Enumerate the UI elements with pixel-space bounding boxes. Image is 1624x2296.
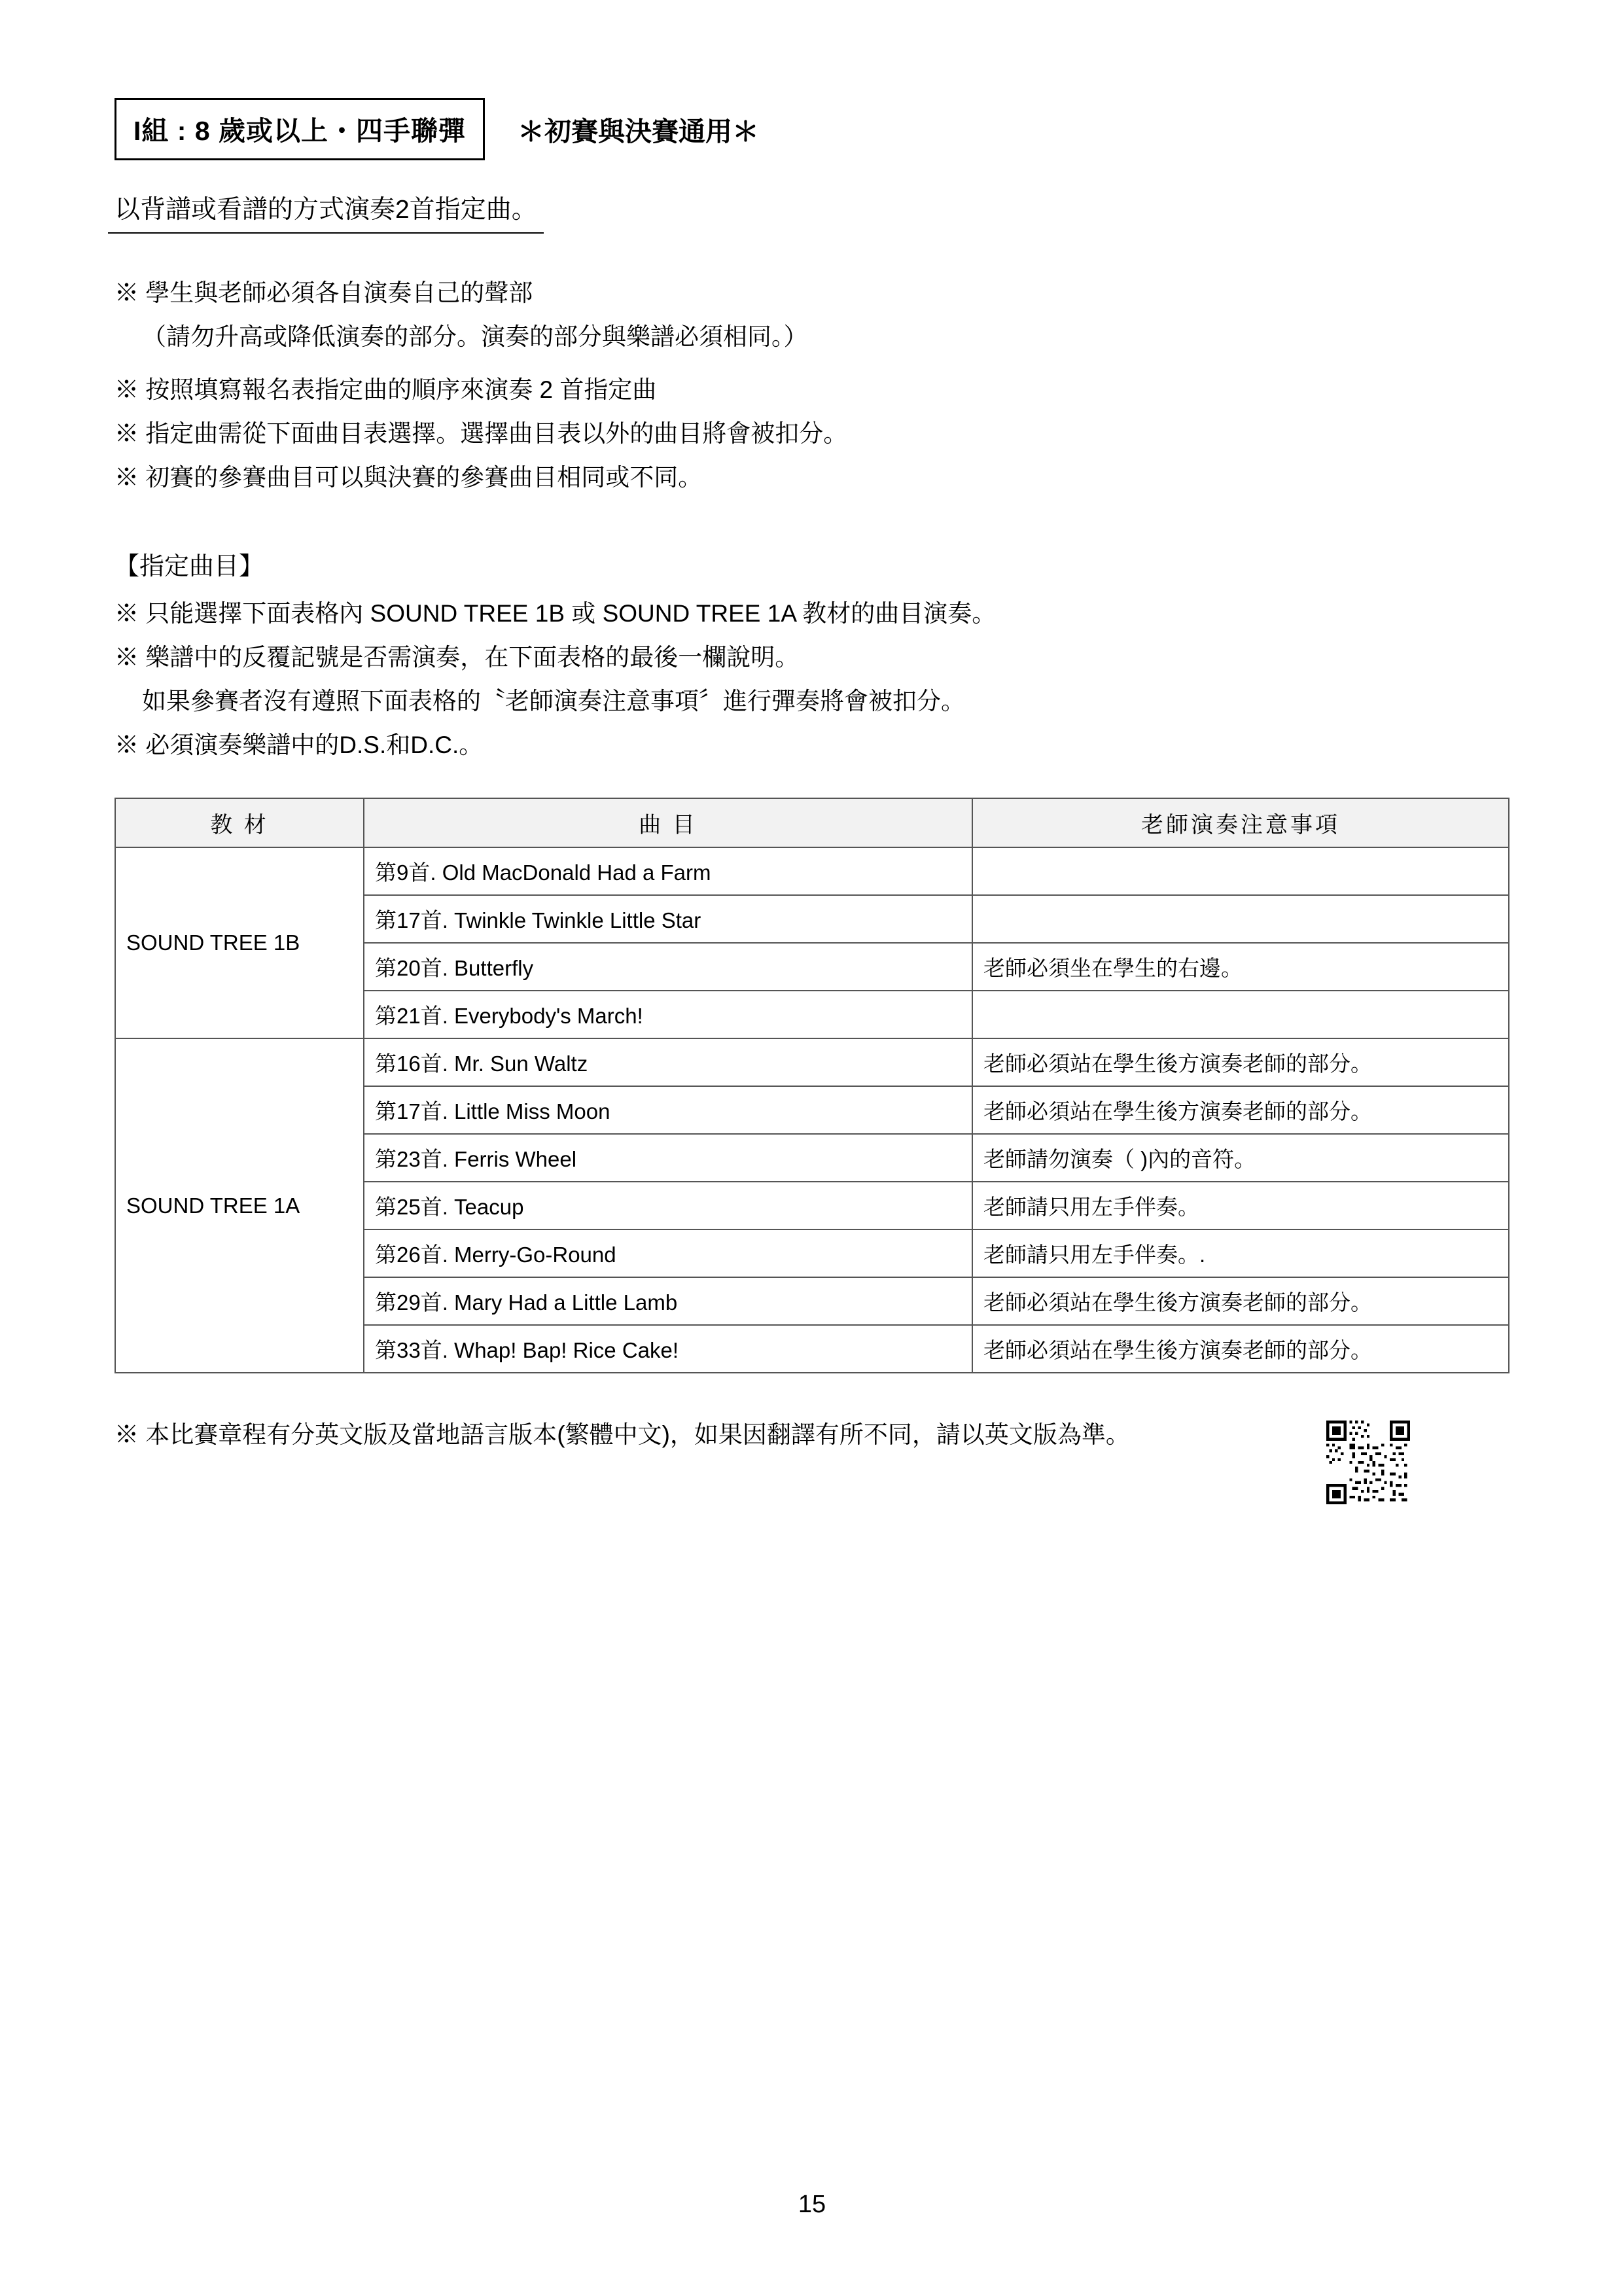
note-line-5: ※ 初賽的參賽曲目可以與決賽的參賽曲目相同或不同。 [115,464,703,491]
section-notes [115,601,1509,757]
group-title-box: I組 : 8 歲或以上・四手聯彈 [115,98,485,160]
cell-note [972,895,1509,943]
section-line-2: ※ 樂譜中的反覆記號是否需演奏，在下面表格的最後一欄說明。 [115,644,800,671]
cell-note: 老師請只用左手伴奏。 [972,1182,1509,1229]
cell-song: 第9首. Old MacDonald Had a Farm [364,847,972,895]
column-header-song: 曲 目 [364,798,972,847]
cell-song: 第20首. Butterfly [364,943,972,991]
cell-song: 第17首. Twinkle Twinkle Little Star [364,895,972,943]
footer-area [115,1421,1508,1504]
cell-song: 第16首. Mr. Sun Waltz [364,1038,972,1086]
notes-block [115,281,1509,489]
performance-instruction: 以背譜或看譜的方式演奏2首指定曲。 [108,185,544,234]
cell-song: 第25首. Teacup [364,1182,972,1229]
section-line-1: ※ 只能選擇下面表格內 SOUND TREE 1B 或 SOUND TREE 1A 教材的曲目演奏。 [115,600,997,627]
cell-song: 第26首. Merry-Go-Round [364,1229,972,1277]
cell-note [972,847,1509,895]
cell-note: 老師必須坐在學生的右邊。 [972,943,1509,991]
note-line-1: ※ 學生與老師必須各自演奏自己的聲部 [115,279,533,306]
cell-note: 老師請只用左手伴奏。. [972,1229,1509,1277]
column-header-material: 教 材 [115,798,364,847]
cell-song: 第23首. Ferris Wheel [364,1134,972,1182]
note-line-3: ※ 按照填寫報名表指定曲的順序來演奏 2 首指定曲 [115,376,657,403]
cell-note: 老師必須站在學生後方演奏老師的部分。 [972,1277,1509,1325]
repertoire-table [115,798,1509,1373]
cell-song: 第21首. Everybody's March! [364,991,972,1038]
cell-song: 第33首. Whap! Bap! Rice Cake! [364,1325,972,1373]
cell-note: 老師必須站在學生後方演奏老師的部分。 [972,1325,1509,1373]
section-line-3: 如果參賽者沒有遵照下面表格的〝老師演奏注意事項〞進行彈奏將會被扣分。 [142,688,965,715]
exam-stage-note: ＊初賽與決賽通用＊ [518,116,760,147]
performance-instruction-wrap [115,173,1509,234]
column-header-note: 老師演奏注意事項 [972,798,1509,847]
cell-song: 第17首. Little Miss Moon [364,1086,972,1134]
cell-material: SOUND TREE 1B [115,847,364,1038]
table-row [115,847,1509,895]
header [115,98,1509,160]
section-title: 【指定曲目】 [115,553,264,580]
cell-material: SOUND TREE 1A [115,1038,364,1373]
cell-note: 老師必須站在學生後方演奏老師的部分。 [972,1038,1509,1086]
table-row [115,1038,1509,1086]
section-line-4: ※ 必須演奏樂譜中的D.S.和D.C.。 [115,732,484,758]
cell-note: 老師請勿演奏（ )內的音符。 [972,1134,1509,1182]
cell-note: 老師必須站在學生後方演奏老師的部分。 [972,1086,1509,1134]
cell-song: 第29首. Mary Had a Little Lamb [364,1277,972,1325]
page-number: 15 [798,2191,826,2218]
cell-note [972,991,1509,1038]
note-line-4: ※ 指定曲需從下面曲目表選擇。選擇曲目表以外的曲目將會被扣分。 [115,420,848,447]
translation-disclaimer: ※ 本比賽章程有分英文版及當地語言版本(繁體中文)，如果因翻譯有所不同，請以英文版為準。 [115,1421,1130,1448]
table-header-row [115,798,1509,847]
qr-code-icon [1326,1421,1410,1504]
note-line-2: （請勿升高或降低演奏的部分。演奏的部分與樂譜必須相同。） [142,323,808,350]
